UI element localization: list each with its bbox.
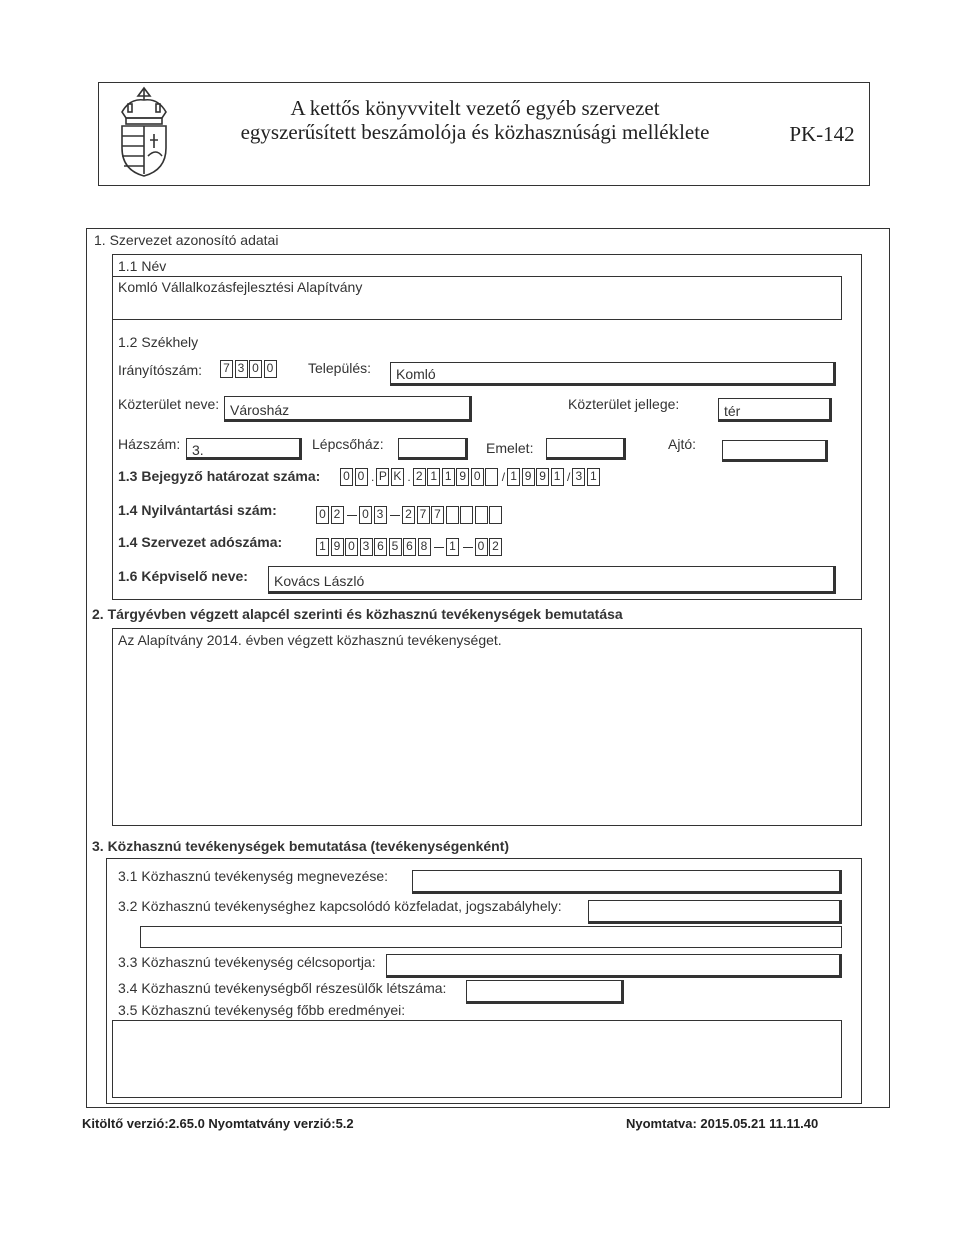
door-label: Ajtó: [668,436,697,452]
registry-number-field[interactable] [316,506,504,524]
public-task-label: 3.2 Közhasznú tevékenységhez kapcsolódó közfeladat, jogszabályhely: [118,898,562,914]
tax-cell[interactable]: 6 [403,538,416,556]
city-field[interactable]: Komló [390,362,836,386]
registry-cell[interactable] [489,506,502,524]
decision-cell[interactable]: 0 [340,468,353,486]
registry-dash [347,515,357,516]
floor-field[interactable] [546,438,626,460]
footer-version: Kitöltő verzió:2.65.0 Nyomtatvány verzió:5.2 [82,1116,354,1131]
footer-printed: Nyomtatva: 2015.05.21 11.11.40 [626,1116,819,1131]
tax-cell[interactable]: 5 [389,538,402,556]
decision-label: 1.3 Bejegyző határozat száma: [118,468,321,484]
registry-cell[interactable]: 2 [331,506,344,524]
name-field[interactable]: Komló Vállalkozásfejlesztési Alapítvány [112,276,842,320]
target-group-field[interactable] [386,954,842,978]
tax-cell[interactable]: 8 [418,538,431,556]
zip-cell[interactable]: 0 [249,360,262,378]
registry-cell[interactable] [446,506,459,524]
beneficiaries-field[interactable] [466,980,624,1004]
registry-cell[interactable]: 0 [359,506,372,524]
decision-cell[interactable]: 9 [456,468,469,486]
section2-heading: 2. Tárgyévben végzett alapcél szerinti és közhasznú tevékenységek bemutatása [92,606,623,622]
decision-slash: / [501,470,506,484]
decision-cell[interactable]: 9 [522,468,535,486]
registry-cell[interactable]: 0 [316,506,329,524]
decision-cell[interactable]: K [391,468,404,486]
tax-cell[interactable]: 6 [374,538,387,556]
registry-cell[interactable]: 3 [374,506,387,524]
zip-field[interactable] [220,360,278,378]
decision-cell[interactable]: 2 [413,468,426,486]
tax-cell[interactable]: 1 [446,538,459,556]
zip-cell[interactable]: 7 [220,360,233,378]
registry-cell[interactable]: 2 [402,506,415,524]
tax-dash [434,547,444,548]
zip-cell[interactable]: 3 [235,360,248,378]
registry-cell[interactable] [460,506,473,524]
form-title-line2: egyszerűsített beszámolója és közhasznúsági melléklete [240,120,710,144]
floor-label: Emelet: [486,440,534,456]
form-code: PK-142 [789,122,855,146]
activities-text-area[interactable]: Az Alapítvány 2014. évben végzett közhasznú tevékenységet. [112,628,862,826]
registry-cell[interactable] [475,506,488,524]
decision-dot: . [407,470,411,484]
decision-cell[interactable]: 1 [442,468,455,486]
tax-number-label: 1.4 Szervezet adószáma: [118,534,283,550]
form-title [180,96,770,144]
street-type-label: Közterület jellege: [568,396,680,412]
decision-cell[interactable]: 1 [587,468,600,486]
street-field[interactable]: Városház [224,396,472,422]
decision-dot: . [371,470,375,484]
tax-cell[interactable]: 1 [316,538,329,556]
section1-heading: 1. Szervezet azonosító adatai [94,232,279,248]
city-label: Település: [308,360,372,376]
registry-cell[interactable]: 7 [431,506,444,524]
target-group-label: 3.3 Közhasznú tevékenység célcsoportja: [118,954,376,970]
public-task-field-line2[interactable] [140,926,842,948]
decision-cell[interactable] [485,468,498,486]
zip-label: Irányítószám: [118,362,203,378]
decision-cell[interactable]: 1 [507,468,520,486]
representative-label: 1.6 Képviselő neve: [118,568,248,584]
decision-cell[interactable]: P [376,468,389,486]
decision-cell[interactable]: 0 [471,468,484,486]
tax-cell[interactable]: 9 [331,538,344,556]
zip-cell[interactable]: 0 [264,360,277,378]
decision-cell[interactable]: 1 [427,468,440,486]
activity-name-label: 3.1 Közhasznú tevékenység megnevezése: [118,868,389,884]
tax-number-field[interactable] [316,538,504,556]
form-title-line1: A kettős könyvvitelt vezető egyéb szervezet [290,96,660,120]
beneficiaries-label: 3.4 Közhasznú tevékenységből részesülők létszáma: [118,980,447,996]
decision-cell[interactable]: 0 [355,468,368,486]
stair-label: Lépcsőház: [312,436,384,452]
representative-field[interactable]: Kovács László [268,566,836,594]
decision-slash: / [567,470,571,484]
street-label: Közterület neve: [118,396,220,412]
name-label: 1.1 Név [118,258,167,274]
activity-name-field[interactable] [412,870,842,894]
tax-cell[interactable]: 3 [360,538,373,556]
public-task-field[interactable] [588,900,842,924]
section3-heading: 3. Közhasznú tevékenységek bemutatása (tevékenységenként) [92,838,510,854]
registry-label: 1.4 Nyilvántartási szám: [118,502,277,518]
stair-field[interactable] [398,438,468,460]
decision-cell[interactable]: 9 [536,468,549,486]
house-field[interactable]: 3. [186,438,302,460]
hungarian-coat-of-arms-icon [112,86,176,178]
results-text-area[interactable] [112,1020,842,1098]
registry-dash [390,515,400,516]
tax-cell[interactable]: 2 [489,538,502,556]
results-label: 3.5 Közhasznú tevékenység főbb eredményei: [118,1002,406,1018]
tax-cell[interactable]: 0 [475,538,488,556]
decision-cell[interactable]: 1 [551,468,564,486]
registry-cell[interactable]: 7 [417,506,430,524]
street-type-field[interactable]: tér [718,398,832,422]
house-label: Házszám: [118,436,181,452]
door-field[interactable] [722,440,828,462]
seat-label: 1.2 Székhely [118,334,199,350]
decision-number-field[interactable] [340,468,601,486]
decision-cell[interactable]: 3 [572,468,585,486]
tax-cell[interactable]: 0 [345,538,358,556]
tax-dash [463,547,473,548]
